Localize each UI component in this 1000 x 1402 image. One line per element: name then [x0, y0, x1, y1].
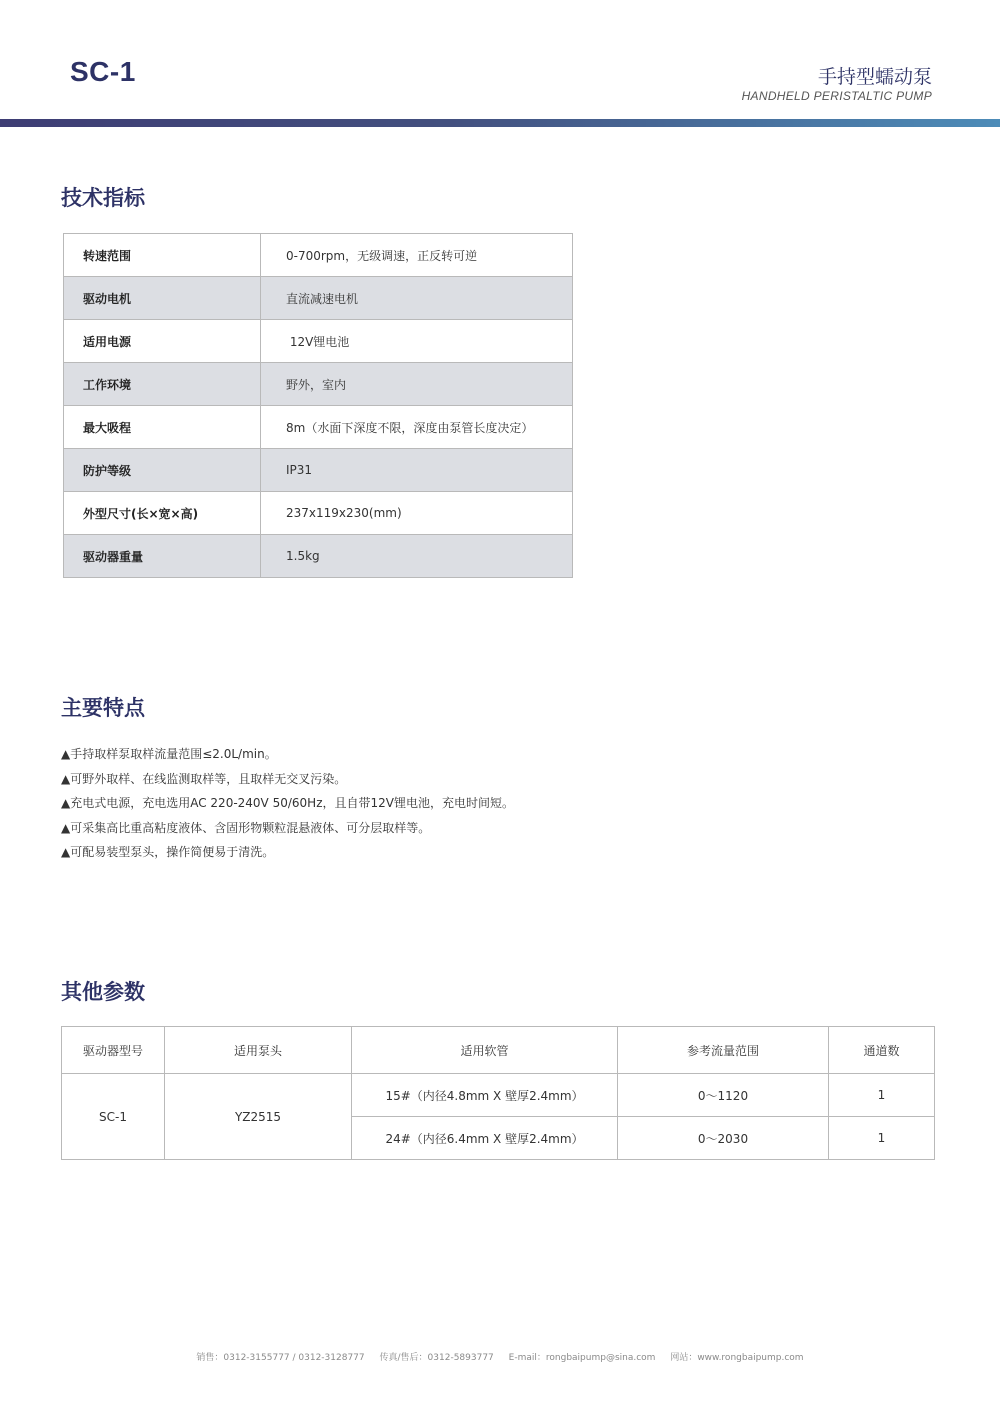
spec-label: 转速范围 — [64, 234, 261, 277]
column-header: 参考流量范围 — [618, 1027, 829, 1074]
table-row — [64, 320, 573, 363]
spec-value: 野外，室内 — [261, 363, 573, 406]
product-title-en: HANDHELD PERISTALTIC PUMP — [741, 89, 932, 103]
column-header: 通道数 — [829, 1027, 935, 1074]
tube-cell: 24#（内径6.4mm X 壁厚2.4mm） — [352, 1117, 618, 1160]
spec-value: IP31 — [261, 449, 573, 492]
list-item: ▲可野外取样、在线监测取样等，且取样无交叉污染。 — [61, 771, 347, 786]
table-row — [64, 406, 573, 449]
table-row — [64, 277, 573, 320]
list-item: ▲充电式电源，充电选用AC 220-240V 50/60Hz，且自带12V锂电池，充电时间短。 — [61, 796, 514, 811]
table-row — [64, 363, 573, 406]
spec-label: 驱动电机 — [64, 277, 261, 320]
column-header: 驱动器型号 — [62, 1027, 165, 1074]
spec-value: 1.5kg — [261, 535, 573, 578]
specs-table — [63, 233, 573, 578]
table-header-row — [62, 1027, 935, 1074]
table-row — [62, 1074, 935, 1117]
spec-value: 8m（水面下深度不限，深度由泵管长度决定） — [261, 406, 573, 449]
model-code: SC-1 — [70, 56, 136, 87]
list-item: ▲手持取样泵取样流量范围≤2.0L/min。 — [61, 747, 277, 761]
footer-sales: 销售：0312-3155777 / 0312-3128777 — [196, 1353, 365, 1363]
spec-label: 防护等级 — [64, 449, 261, 492]
footer-fax: 传真/售后：0312-5893777 — [379, 1353, 494, 1363]
params-title: 其他参数 — [61, 980, 145, 1004]
column-header: 适用软管 — [352, 1027, 618, 1074]
table-row — [64, 492, 573, 535]
spec-label: 工作环境 — [64, 363, 261, 406]
flow-cell: 0～1120 — [618, 1074, 829, 1117]
list-item: ▲可配易装型泵头，操作简便易于清洗。 — [61, 845, 275, 860]
channels-cell: 1 — [829, 1117, 935, 1160]
flow-cell: 0～2030 — [618, 1117, 829, 1160]
spec-value: 237x119x230(mm) — [261, 492, 573, 535]
table-row — [64, 449, 573, 492]
spec-value: 12V锂电池 — [261, 320, 573, 363]
footer-website[interactable]: 网站：www.rongbaipump.com — [670, 1353, 804, 1363]
spec-label: 最大吸程 — [64, 406, 261, 449]
spec-label: 适用电源 — [64, 320, 261, 363]
specs-title: 技术指标 — [61, 186, 145, 210]
spec-label: 驱动器重量 — [64, 535, 261, 578]
params-table — [61, 1026, 935, 1160]
table-row — [64, 535, 573, 578]
header-gradient-bar — [0, 119, 1000, 127]
column-header: 适用泵头 — [165, 1027, 352, 1074]
spec-value: 直流减速电机 — [261, 277, 573, 320]
features-list — [61, 742, 514, 865]
model-cell: SC-1 — [62, 1074, 165, 1160]
channels-cell: 1 — [829, 1074, 935, 1117]
footer-contact — [0, 1350, 1000, 1363]
spec-value: 0-700rpm，无级调速，正反转可逆 — [261, 234, 573, 277]
table-row — [64, 234, 573, 277]
footer-email[interactable]: E-mail：rongbaipump@sina.com — [508, 1353, 656, 1363]
spec-label: 外型尺寸(长×宽×高) — [64, 492, 261, 535]
tube-cell: 15#（内径4.8mm X 壁厚2.4mm） — [352, 1074, 618, 1117]
product-title: 手持型蠕动泵 — [817, 66, 932, 88]
features-title: 主要特点 — [61, 696, 145, 720]
list-item: ▲可采集高比重高粘度液体、含固形物颗粒混悬液体、可分层取样等。 — [61, 820, 431, 835]
pump-head-cell: YZ2515 — [165, 1074, 352, 1160]
